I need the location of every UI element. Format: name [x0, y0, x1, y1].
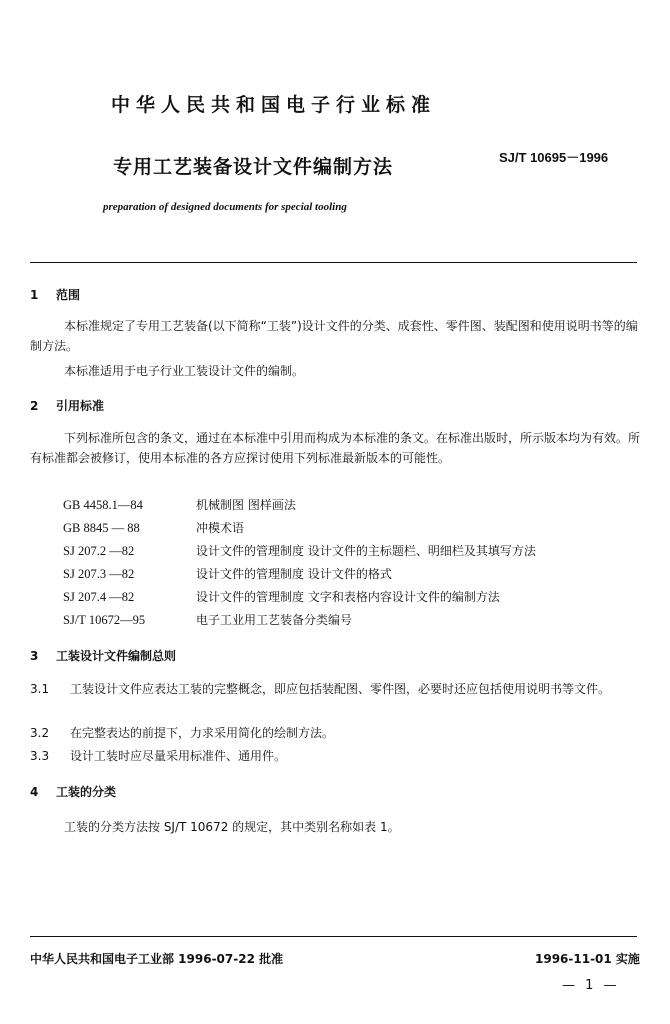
clause-text: 在完整表达的前提下，力求采用简化的绘制方法。: [70, 726, 335, 740]
issuing-organization: 中华人民共和国电子行业标准: [111, 94, 437, 116]
reference-code: SJ/T 10672—95: [63, 613, 146, 627]
scope-paragraph-1: 本标准规定了专用工艺装备(以下简称“工装”)设计文件的分类、成套性、零件图、装配图和使用说明书等的编制方法。: [30, 319, 638, 353]
section-title: 范围: [56, 288, 81, 302]
page-number: — 1 —: [562, 978, 620, 993]
section-heading-general: [30, 647, 176, 664]
section-title: 引用标准: [56, 399, 105, 413]
section-heading-classification: [30, 783, 116, 800]
clause-number: 3.1: [30, 682, 50, 696]
reference-item: [63, 588, 500, 605]
reference-title: 设计文件的管理制度 设计文件的主标题栏、明细栏及其填写方法: [196, 544, 536, 558]
section-title: 工装的分类: [56, 785, 117, 799]
standard-code: SJ/T 10695－1996: [499, 150, 609, 165]
section-number: 2: [30, 399, 39, 413]
footer-divider: [30, 936, 637, 937]
section-heading-references: [30, 397, 104, 414]
reference-item: [63, 565, 392, 582]
approval-line: 中华人民共和国电子工业部 1996-07-22 批准: [30, 952, 284, 966]
reference-item: [63, 611, 352, 628]
scope-paragraph-2: 本标准适用于电子行业工装设计文件的编制。: [64, 364, 305, 378]
section-number: 1: [30, 288, 39, 302]
clause-text: 工装设计文件应表达工装的完整概念，即应包括装配图、零件图，必要时还应包括使用说明书等文件。: [70, 682, 611, 696]
reference-title: 机械制图 图样画法: [196, 498, 296, 512]
clause-text: 设计工装时应尽量采用标准件、通用件。: [70, 749, 287, 763]
reference-code: SJ 207.2 —82: [63, 544, 135, 558]
reference-title: 冲模术语: [196, 521, 245, 535]
reference-title: 设计文件的管理制度 设计文件的格式: [196, 567, 392, 581]
clause-number: 3.3: [30, 749, 50, 763]
reference-item: [63, 542, 536, 559]
header-divider: [30, 262, 637, 263]
section-number: 4: [30, 785, 39, 799]
reference-code: SJ 207.4 —82: [63, 590, 135, 604]
reference-item: [63, 496, 296, 513]
clause: [30, 746, 645, 766]
clause: [30, 679, 645, 699]
reference-code: GB 4458.1—84: [63, 498, 143, 512]
reference-code: SJ 207.3 —82: [63, 567, 135, 581]
document-title-chinese: 专用工艺装备设计文件编制方法: [113, 156, 394, 178]
reference-item: [63, 519, 244, 536]
clause-number: 3.2: [30, 726, 50, 740]
section-number: 3: [30, 649, 39, 663]
classification-paragraph: 工装的分类方法按 SJ/T 10672 的规定，其中类别名称如表 1。: [64, 820, 400, 834]
reference-code: GB 8845 — 88: [63, 521, 140, 535]
reference-title: 电子工业用工艺装备分类编号: [196, 613, 353, 627]
references-intro: 下列标准所包含的条文，通过在本标准中引用而构成为本标准的条文。在标准出版时，所示版本均为有效。所有标准都会被修订，使用本标准的各方应探讨使用下列标准最新版本的可能性。: [30, 431, 641, 465]
implementation-date: 1996-11-01 实施: [535, 952, 640, 966]
section-heading-scope: [30, 286, 80, 303]
section-title: 工装设计文件编制总则: [56, 649, 177, 663]
reference-title: 设计文件的管理制度 文字和表格内容设计文件的编制方法: [196, 590, 500, 604]
document-title-english: preparation of designed documents for special tooling: [103, 201, 347, 213]
clause: [30, 723, 645, 743]
